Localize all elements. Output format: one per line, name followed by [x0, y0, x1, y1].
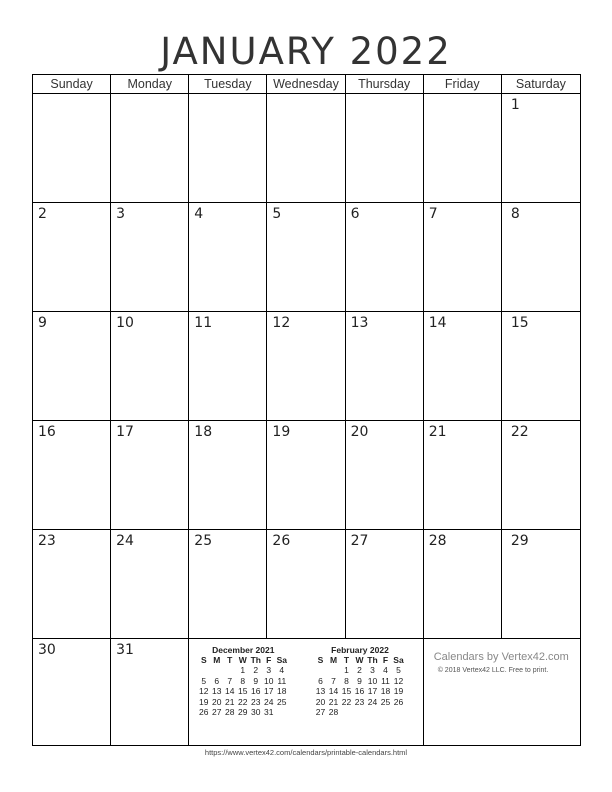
mini-day: 25 [277, 696, 287, 707]
day-cell [189, 421, 267, 530]
mini-day-header: W [355, 655, 364, 665]
mini-day: 9 [253, 675, 259, 686]
day-cell [424, 530, 502, 639]
mini-calendars [189, 639, 423, 745]
day-cell [33, 312, 111, 421]
calendar-grid [32, 74, 581, 746]
mini-day: 19 [393, 686, 404, 696]
day-cell [267, 312, 345, 421]
day-number: 6 [350, 206, 360, 222]
day-number: 10 [116, 315, 134, 331]
day-cell [502, 94, 580, 203]
day-number: 27 [350, 533, 369, 549]
day-cell [346, 203, 424, 312]
mini-day: 10 [264, 675, 274, 686]
day-number: 2 [38, 206, 47, 222]
mini-day: 20 [212, 696, 222, 707]
day-number: 24 [116, 533, 134, 549]
day-cell [189, 203, 267, 312]
mini-day: 8 [240, 675, 246, 686]
day-number: 13 [350, 315, 369, 331]
weekday-wednesday: Wednesday [267, 75, 345, 93]
mini-day-header: F [382, 655, 389, 665]
mini-day-header: T [227, 655, 233, 665]
mini-day: 22 [238, 696, 248, 707]
mini-day-header: F [266, 655, 272, 665]
mini-day-header: M [329, 655, 338, 665]
day-number: 15 [510, 315, 529, 331]
day-cell [33, 639, 111, 745]
mini-day-header: Th [367, 655, 378, 665]
mini-day: 28 [225, 707, 235, 717]
mini-day-header: Sa [393, 655, 404, 665]
mini-day: 15 [238, 686, 248, 696]
day-number: 22 [510, 424, 529, 440]
mini-day: 18 [277, 686, 287, 696]
mini-day [353, 707, 366, 718]
mini-day: 4 [383, 665, 388, 675]
mini-calendar-table [197, 655, 288, 718]
mini-calendar-next [306, 639, 423, 745]
day-cell [33, 530, 111, 639]
mini-day-header: T [343, 655, 350, 665]
mini-day: 18 [380, 686, 391, 696]
day-cell [33, 203, 111, 312]
mini-day-header: S [200, 655, 207, 665]
day-cell [502, 203, 580, 312]
day-number: 1 [510, 97, 520, 113]
mini-day: 7 [331, 675, 336, 686]
day-cell [33, 421, 111, 530]
mini-day [223, 665, 236, 676]
weekday-header-row [33, 75, 580, 94]
day-number: 8 [510, 206, 520, 222]
day-cell [111, 312, 189, 421]
mini-day: 14 [225, 686, 235, 696]
mini-day [275, 707, 288, 718]
mini-day: 3 [266, 665, 272, 675]
day-cell [189, 530, 267, 639]
day-number: 20 [350, 424, 369, 440]
day-cell [346, 530, 424, 639]
mini-day: 23 [354, 696, 365, 707]
mini-day: 6 [214, 675, 220, 686]
day-number: 7 [428, 206, 438, 222]
mini-day-header: Sa [276, 655, 287, 665]
day-cell [111, 203, 189, 312]
day-cell [189, 312, 267, 421]
mini-day: 21 [225, 696, 235, 707]
mini-day: 6 [318, 675, 323, 686]
mini-day: 27 [212, 707, 222, 717]
day-cell [267, 421, 345, 530]
day-cell [267, 94, 345, 203]
mini-day: 12 [393, 675, 404, 686]
day-number: 25 [194, 533, 213, 549]
mini-day: 30 [251, 707, 261, 717]
mini-day: 3 [370, 665, 375, 675]
day-cell [424, 203, 502, 312]
month-title: JANUARY 2022 [160, 30, 452, 73]
mini-day-header: W [238, 655, 247, 665]
mini-day: 16 [354, 686, 365, 696]
mini-day-header: S [317, 655, 324, 665]
day-cell [111, 639, 189, 745]
day-cell [424, 312, 502, 421]
day-cell [111, 94, 189, 203]
mini-day: 13 [315, 686, 326, 696]
mini-day: 24 [264, 696, 274, 707]
day-number: 18 [194, 424, 213, 440]
day-cell [111, 421, 189, 530]
weekday-monday: Monday [111, 75, 189, 93]
footer-url[interactable]: https://www.vertex42.com/calendars/printable-calendars.html [204, 748, 408, 757]
day-number: 23 [38, 533, 56, 549]
day-number: 30 [38, 642, 56, 658]
mini-day: 17 [264, 686, 274, 696]
mini-day [210, 665, 223, 676]
mini-calendar-title: February 2022 [331, 645, 389, 655]
mini-day: 11 [381, 675, 390, 686]
mini-day [392, 707, 405, 718]
mini-day: 20 [315, 696, 326, 707]
mini-day: 25 [380, 696, 391, 707]
day-number: 5 [272, 206, 282, 222]
brand-link[interactable]: Calendars by Vertex42.com [433, 651, 569, 663]
day-number: 21 [428, 424, 447, 440]
mini-day: 31 [264, 707, 274, 717]
mini-day: 17 [367, 686, 378, 696]
day-number: 16 [38, 424, 56, 440]
day-cell [346, 312, 424, 421]
mini-day: 2 [357, 665, 362, 675]
copyright-text: © 2018 Vertex42 LLC. Free to print. [437, 667, 549, 674]
mini-day: 9 [357, 675, 362, 686]
day-cell [267, 203, 345, 312]
mini-calendar-prev [189, 639, 306, 745]
day-number: 17 [116, 424, 134, 440]
day-grid [33, 94, 580, 745]
day-cell [346, 94, 424, 203]
day-number: 28 [428, 533, 447, 549]
day-number: 14 [428, 315, 447, 331]
mini-day: 4 [279, 665, 285, 675]
day-cell [346, 421, 424, 530]
mini-day: 1 [240, 665, 246, 675]
day-cell [424, 421, 502, 530]
branding-cell [424, 639, 580, 745]
mini-day: 29 [238, 707, 248, 717]
day-number: 3 [116, 206, 126, 222]
mini-calendar-table [314, 655, 405, 718]
day-number: 19 [272, 424, 291, 440]
mini-day: 27 [315, 707, 326, 717]
day-cell [111, 530, 189, 639]
mini-day [327, 665, 340, 676]
day-cell [424, 94, 502, 203]
mini-day-header: Th [250, 655, 261, 665]
day-cell [502, 312, 580, 421]
mini-day: 22 [341, 696, 352, 707]
weekday-tuesday: Tuesday [189, 75, 267, 93]
day-cell [267, 530, 345, 639]
day-number: 26 [272, 533, 291, 549]
mini-day-header: M [213, 655, 221, 665]
day-number: 4 [194, 206, 204, 222]
mini-day [314, 665, 327, 676]
mini-day: 24 [367, 696, 378, 707]
day-number: 9 [38, 315, 47, 331]
day-number: 12 [272, 315, 291, 331]
mini-day [197, 665, 210, 676]
day-cell [33, 94, 111, 203]
mini-day: 11 [277, 675, 287, 686]
day-number: 11 [194, 315, 213, 331]
mini-day: 26 [199, 707, 209, 717]
mini-day: 1 [344, 665, 349, 675]
mini-day: 5 [396, 665, 401, 675]
weekday-thursday: Thursday [346, 75, 424, 93]
mini-day: 12 [199, 686, 209, 696]
weekday-sunday: Sunday [33, 75, 111, 93]
mini-day: 15 [341, 686, 352, 696]
day-number: 31 [116, 642, 134, 658]
mini-day [340, 707, 353, 718]
mini-day: 14 [328, 686, 339, 696]
mini-day: 21 [328, 696, 339, 707]
day-cell [502, 530, 580, 639]
day-number: 29 [510, 533, 529, 549]
day-cell [502, 421, 580, 530]
mini-day: 10 [367, 675, 378, 686]
mini-day: 8 [344, 675, 349, 686]
mini-day: 26 [393, 696, 404, 707]
mini-day: 5 [201, 675, 207, 686]
mini-day: 16 [251, 686, 261, 696]
day-cell [189, 94, 267, 203]
mini-day: 19 [199, 696, 209, 707]
mini-calendar-title: December 2021 [212, 645, 275, 655]
mini-day: 23 [251, 696, 261, 707]
mini-day: 28 [328, 707, 339, 717]
mini-day: 2 [253, 665, 259, 675]
weekday-saturday: Saturday [515, 77, 566, 91]
mini-day: 13 [212, 686, 222, 696]
mini-day [379, 707, 392, 718]
mini-day [366, 707, 379, 718]
weekday-friday: Friday [424, 75, 502, 93]
mini-day: 7 [227, 675, 233, 686]
